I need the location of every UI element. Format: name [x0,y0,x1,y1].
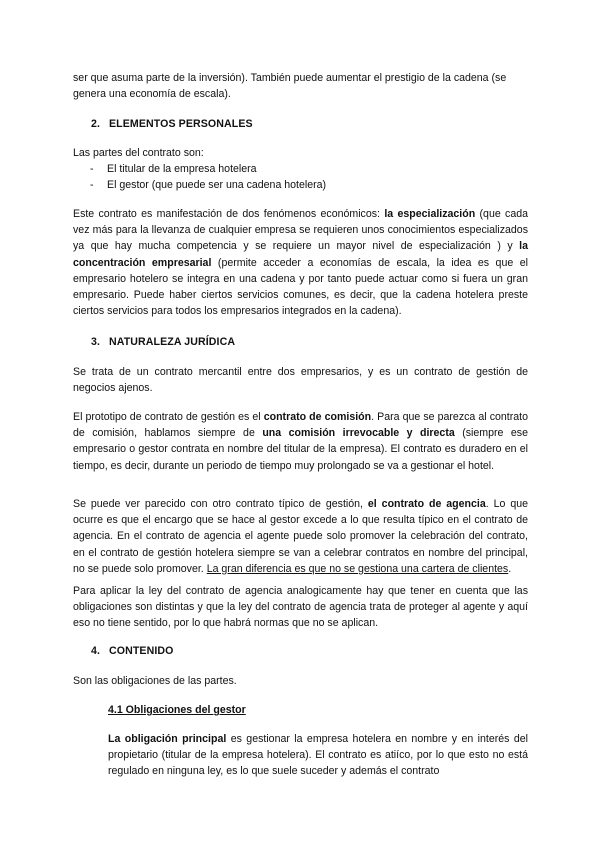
text-run: es gestionar la empresa hotelera en nombre y en interés del propietario (titular de la empresa hotelera). El contrato es atiíco, por lo que esto no está regulado en ninguna ley, es lo que suele suceder y además el contrato [108,733,528,778]
text-run: . Lo que ocurre es que el encargo que se hace al gestor excede a lo que resulta típico en el contrato de agencia. En el contrato de agencia el agente puede solo promover la celebración del contrato, en el contrato de gestión hotelera siempre se van a celebrar contratos en nombre del principal, no se puede solo promover. [73,498,528,575]
list-item: - El titular de la empresa hotelera [90,161,510,177]
underlined-statement: La gran diferencia es que no se gestiona una cartera de clientes [206,562,509,575]
section-3-paragraph-3 [73,496,528,577]
intro-line-1: ser que asuma parte de la inversión). También puede aumentar el prestigio de la cadena (se [73,72,507,84]
section-2-heading [91,116,546,132]
text-run: (permite acceder a economías de escala, la idea es que el empresario hotelero se integra en una cadena y por tanto puede actuar como si fuera un gran empresario. Puede haber ciertos servicios comunes, es decir, que la cadena hotelera preste ciertos servicios para todos los empresarios integrados en la cadena). [73,256,528,318]
text-run: El prototipo de contrato de gestión es el [73,411,264,423]
section-3-title: NATURALEZA JURÍDICA [109,336,236,348]
subsection-4-1-title: 4.1 Obligaciones del gestor [108,704,246,716]
text-run: Se puede ver parecido con otro contrato típico de gestión, [73,498,368,510]
text-run: . Para que se parezca al contrato de comisión, hablamos siempre de [73,411,528,440]
section-4-lead: Son las obligaciones de las partes. [73,675,237,687]
section-2-number: 2. [91,118,101,130]
section-3-paragraph-1: Se trata de un contrato mercantil entre dos empresarios, y es un contrato de gestión de negocios ajenos. [73,366,528,395]
bold-term-irrevocable: una comisión irrevocable y directa [262,427,455,440]
section-3-heading [91,334,546,350]
intro-paragraph [73,70,528,102]
subsection-4-1-paragraph [108,731,528,780]
section-4-title: CONTENIDO [109,645,174,657]
text-run: Este contrato es manifestación de dos fenómenos económicos: [73,208,385,220]
list-item: - El gestor (que puede ser una cadena hotelera) [90,177,510,193]
parties-list [90,161,510,193]
text-run: (siempre ese empresario o gestor contrata en nombre del titular de la empresa). El contrato es duradero en el tiempo, es decir, durante un periodo de tiempo muy prolongado se va a gestionar el hotel. [73,427,528,472]
section-2-lead: Las partes del contrato son: [73,147,204,159]
text-run: . [508,562,512,575]
section-3-number: 3. [91,336,101,348]
section-2-title: ELEMENTOS PERSONALES [109,118,253,130]
section-2-paragraph [73,206,528,319]
bold-term-comision: contrato de comisión [263,411,372,423]
list-item-text: El titular de la empresa hotelera [107,163,257,175]
intro-line-2: genera una economía de escala). [73,88,231,101]
section-4-number: 4. [91,645,101,657]
section-4-heading [91,643,546,659]
section-3-paragraph-4: Para aplicar la ley del contrato de agencia analogicamente hay que tener en cuenta que las obligaciones son distintas y que la ley del contrato de agencia trata de proteger al agente y aquí eso no tiene sentido, por lo que habrá normas que no se aplican. [73,585,528,630]
text-run: (que cada vez más para la llevanza de cualquier empresa se requieren unos conocimientos especializados ya que hay mucha competencia y se requiere un mayor nivel de especialización ) y [73,208,529,253]
list-item-text: El gestor (que puede ser una cadena hotelera) [107,179,327,192]
section-3-paragraph-2 [73,409,528,474]
bold-term-concentracion: la concentración empresarial [73,240,528,269]
bold-term-especializacion: la especialización [384,208,476,220]
bold-term-obligacion-principal: La obligación principal [108,733,227,745]
bold-term-agencia: el contrato de agencia [367,498,486,510]
